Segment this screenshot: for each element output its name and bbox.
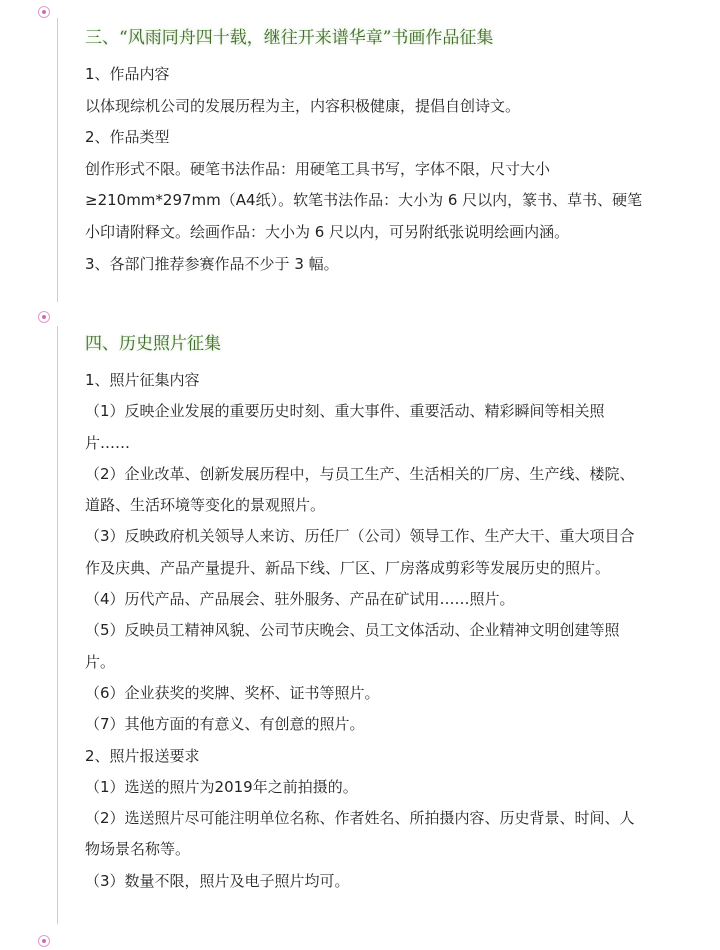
- paragraph-line: 2、照片报送要求: [85, 746, 200, 765]
- paragraph-line: （3）数量不限，照片及电子照片均可。: [85, 871, 350, 890]
- paragraph-line: 小印请附释文。绘画作品：大小为 6 尺以内，可另附纸张说明绘画内涵。: [85, 222, 570, 241]
- paragraph-line: 片。: [85, 652, 116, 671]
- paragraph-line: 物场景名称等。: [85, 840, 191, 859]
- paragraph-line: （2）选送照片尽可能注明单位名称、作者姓名、所拍摄内容、历史背景、时间、人: [85, 809, 635, 828]
- paragraph-line: （2）企业改革、创新发展历程中，与员工生产、生活相关的厂房、生产线、楼院、: [85, 464, 635, 483]
- section-title: 四、历史照片征集: [85, 334, 221, 354]
- paragraph-line: 道路、生活环境等变化的景观照片。: [85, 496, 326, 515]
- paragraph-line: （1）选送的照片为2019年之前拍摄的。: [85, 777, 358, 796]
- paragraph-line: （4）历代产品、产品展会、驻外服务、产品在矿试用……照片。: [85, 590, 515, 609]
- paragraph-line: 片……: [85, 433, 131, 452]
- paragraph-line: 2、作品类型: [85, 128, 170, 147]
- section-title: 三、“风雨同舟四十载，继往开来谱华章”书画作品征集: [85, 28, 494, 48]
- bullet-dot-icon: [38, 935, 50, 947]
- paragraph-line: 3、各部门推荐参赛作品不少于 3 幅。: [85, 254, 339, 273]
- section-calligraphy-painting: [57, 18, 697, 302]
- paragraph-line: （3）反映政府机关领导人来访、历任厂（公司）领导工作、生产大干、重大项目合: [85, 527, 635, 546]
- paragraph-line: （6）企业获奖的奖牌、奖杯、证书等照片。: [85, 683, 380, 702]
- paragraph-line: 以体现综机公司的发展历程为主，内容积极健康，提倡自创诗文。: [85, 96, 521, 115]
- paragraph-line: ≥210mm*297mm（A4纸）。软笔书法作品：大小为 6 尺以内，篆书、草书、硬笔: [85, 191, 643, 210]
- paragraph-line: 1、作品内容: [85, 65, 170, 83]
- paragraph-line: 作及庆典、产品产量提升、新品下线、厂区、厂房落成剪彩等发展历史的照片。: [85, 558, 611, 577]
- paragraph-line: 1、照片征集内容: [85, 371, 200, 389]
- bullet-dot-icon: [38, 6, 50, 18]
- paragraph-line: （7）其他方面的有意义、有创意的照片。: [85, 715, 365, 734]
- bullet-dot-icon: [38, 311, 50, 323]
- section-historical-photos: [57, 326, 697, 924]
- paragraph-line: 创作形式不限。硬笔书法作品：用硬笔工具书写，字体不限，尺寸大小: [85, 159, 551, 178]
- paragraph-line: （1）反映企业发展的重要历史时刻、重大事件、重要活动、精彩瞬间等相关照: [85, 402, 605, 421]
- paragraph-line: （5）反映员工精神风貌、公司节庆晚会、员工文体活动、企业精神文明创建等照: [85, 621, 620, 640]
